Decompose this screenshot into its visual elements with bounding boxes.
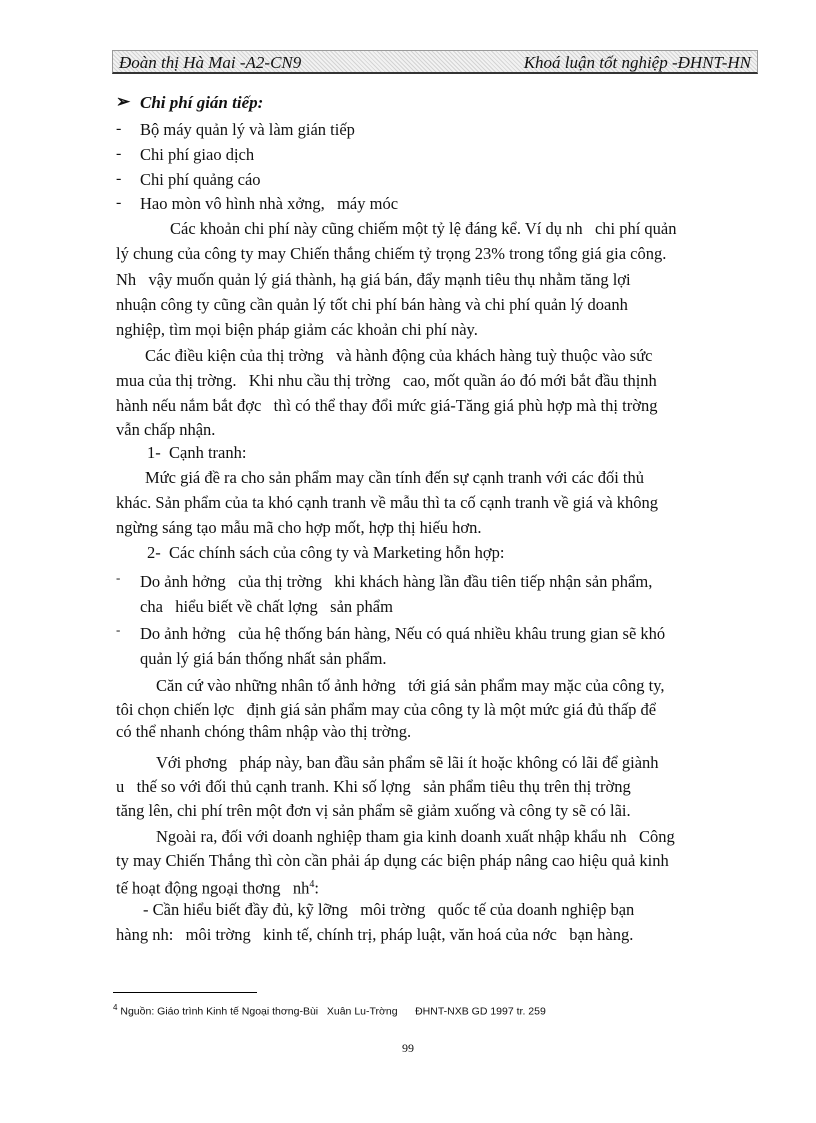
text-line: u thế so với đối thủ cạnh tranh. Khi số lợng sản phẩm tiêu thụ trên thị trờng	[116, 777, 631, 796]
text-line: tôi chọn chiến lợc định giá sản phẩm may của công ty là một mức giá đủ thấp để	[116, 700, 657, 719]
text-line: có thể nhanh chóng thâm nhập vào thị trờng.	[116, 722, 412, 741]
text-line: quản lý giá bán thống nhất sản phẩm.	[140, 649, 387, 668]
list-item: Bộ máy quản lý và làm gián tiếp	[140, 120, 355, 139]
header-thesis-title: Khoá luận tốt nghiệp -ĐHNT-HN	[523, 53, 751, 72]
text-line: tế hoạt động ngoại thơng nh	[116, 878, 310, 898]
text-line: cha hiểu biết về chất lợng sản phẩm	[140, 597, 393, 616]
dash-bullet-icon: -	[116, 120, 122, 137]
dash-bullet-icon: -	[116, 570, 121, 585]
subsection-title: 2- Các chính sách của công ty và Marketing hỗn hợp:	[147, 543, 505, 562]
dash-bullet-icon: -	[116, 170, 122, 187]
footnote-marker: 4	[309, 879, 315, 890]
text-line: Với phơng pháp này, ban đầu sản phẩm sẽ lãi ít hoặc không có lãi để giành	[156, 753, 659, 772]
footnote-ref: 4	[113, 1003, 118, 1012]
dash-bullet-icon: -	[116, 145, 122, 162]
footnote-text: Nguồn: Giáo trình Kinh tế Ngoại thơng-Bùi Xuân Lu-Trờng ĐHNT-NXB GD 1997 tr. 259	[120, 1005, 546, 1018]
text-line: nhuận công ty cũng cần quản lý tốt chi phí bán hàng và chi phí quản lý doanh	[116, 295, 628, 314]
section-title: Chi phí gián tiếp:	[140, 93, 264, 112]
text-line: lý chung của công ty may Chiến thắng chiếm tỷ trọng 23% trong tổng giá gia công.	[116, 244, 667, 263]
footnote	[113, 1003, 546, 1018]
text-line: hành nếu nắm bắt đợc thì có thể thay đổi mức giá-Tăng giá phù hợp mà thị trờng	[116, 396, 658, 415]
text-line: ty may Chiến Thắng thì còn cần phải áp dụng các biện pháp nâng cao hiệu quả kinh	[116, 851, 669, 870]
text-line: Ngoài ra, đối với doanh nghiệp tham gia kinh doanh xuất nhập khẩu nh Công	[156, 827, 675, 846]
arrow-bullet-icon: ➢	[116, 92, 131, 111]
text-line: Do ảnh hởng của hệ thống bán hàng, Nếu có quá nhiều khâu trung gian sẽ khó	[140, 624, 666, 643]
footnote-divider	[113, 992, 257, 993]
text-line: Mức giá đề ra cho sản phẩm may cần tính đến sự cạnh tranh với các đối thủ	[145, 468, 644, 487]
text-line: Nh vậy muốn quản lý giá thành, hạ giá bán, đẩy mạnh tiêu thụ nhằm tăng lợi	[116, 270, 631, 289]
text-line: hàng nh: môi trờng kinh tế, chính trị, pháp luật, văn hoá của nớc bạn hàng.	[116, 925, 634, 944]
page-header	[112, 50, 758, 74]
text-line: nghiệp, tìm mọi biện pháp giảm các khoản chi phí này.	[116, 320, 478, 339]
list-item: Chi phí giao dịch	[140, 145, 255, 164]
text-line: vẫn chấp nhận.	[116, 420, 216, 439]
text-line: Do ảnh hởng của thị trờng khi khách hàng lần đầu tiên tiếp nhận sản phẩm,	[140, 572, 653, 591]
text-line: - Cần hiểu biết đầy đủ, kỹ lỡng môi trờng quốc tế của doanh nghiệp bạn	[143, 900, 635, 919]
header-author: Đoàn thị Hà Mai -A2-CN9	[119, 53, 302, 72]
text-line: ngừng sáng tạo mẫu mã cho hợp mốt, hợp thị hiếu hơn.	[116, 518, 482, 537]
text-line: khác. Sản phẩm của ta khó cạnh tranh về mẫu thì ta cố cạnh tranh về giá và không	[116, 493, 659, 512]
text-line: mua của thị trờng. Khi nhu cầu thị trờng cao, mốt quần áo đó mới bắt đầu thịnh	[116, 371, 657, 390]
list-item: Chi phí quảng cáo	[140, 170, 261, 189]
dash-bullet-icon: -	[116, 622, 121, 637]
subsection-title: 1- Cạnh tranh:	[147, 443, 247, 462]
text-line: Các khoản chi phí này cũng chiếm một tỷ lệ đáng kể. Ví dụ nh chi phí quản	[170, 219, 677, 238]
text-line: tăng lên, chi phí trên một đơn vị sản phẩm sẽ giảm xuống và công ty sẽ có lãi.	[116, 801, 631, 820]
list-item: Hao mòn vô hình nhà xởng, máy móc	[140, 194, 399, 213]
dash-bullet-icon: -	[116, 194, 122, 211]
text-line-with-footnote: tế hoạt động ngoại thơng $nh^4$:	[116, 878, 320, 898]
text-line: Căn cứ vào những nhân tố ảnh hởng tới giá sản phẩm may mặc của công ty,	[156, 676, 665, 695]
page-number: 99	[402, 1041, 414, 1055]
text-line: Các điều kiện của thị trờng và hành động của khách hàng tuỳ thuộc vào sức	[145, 346, 653, 365]
